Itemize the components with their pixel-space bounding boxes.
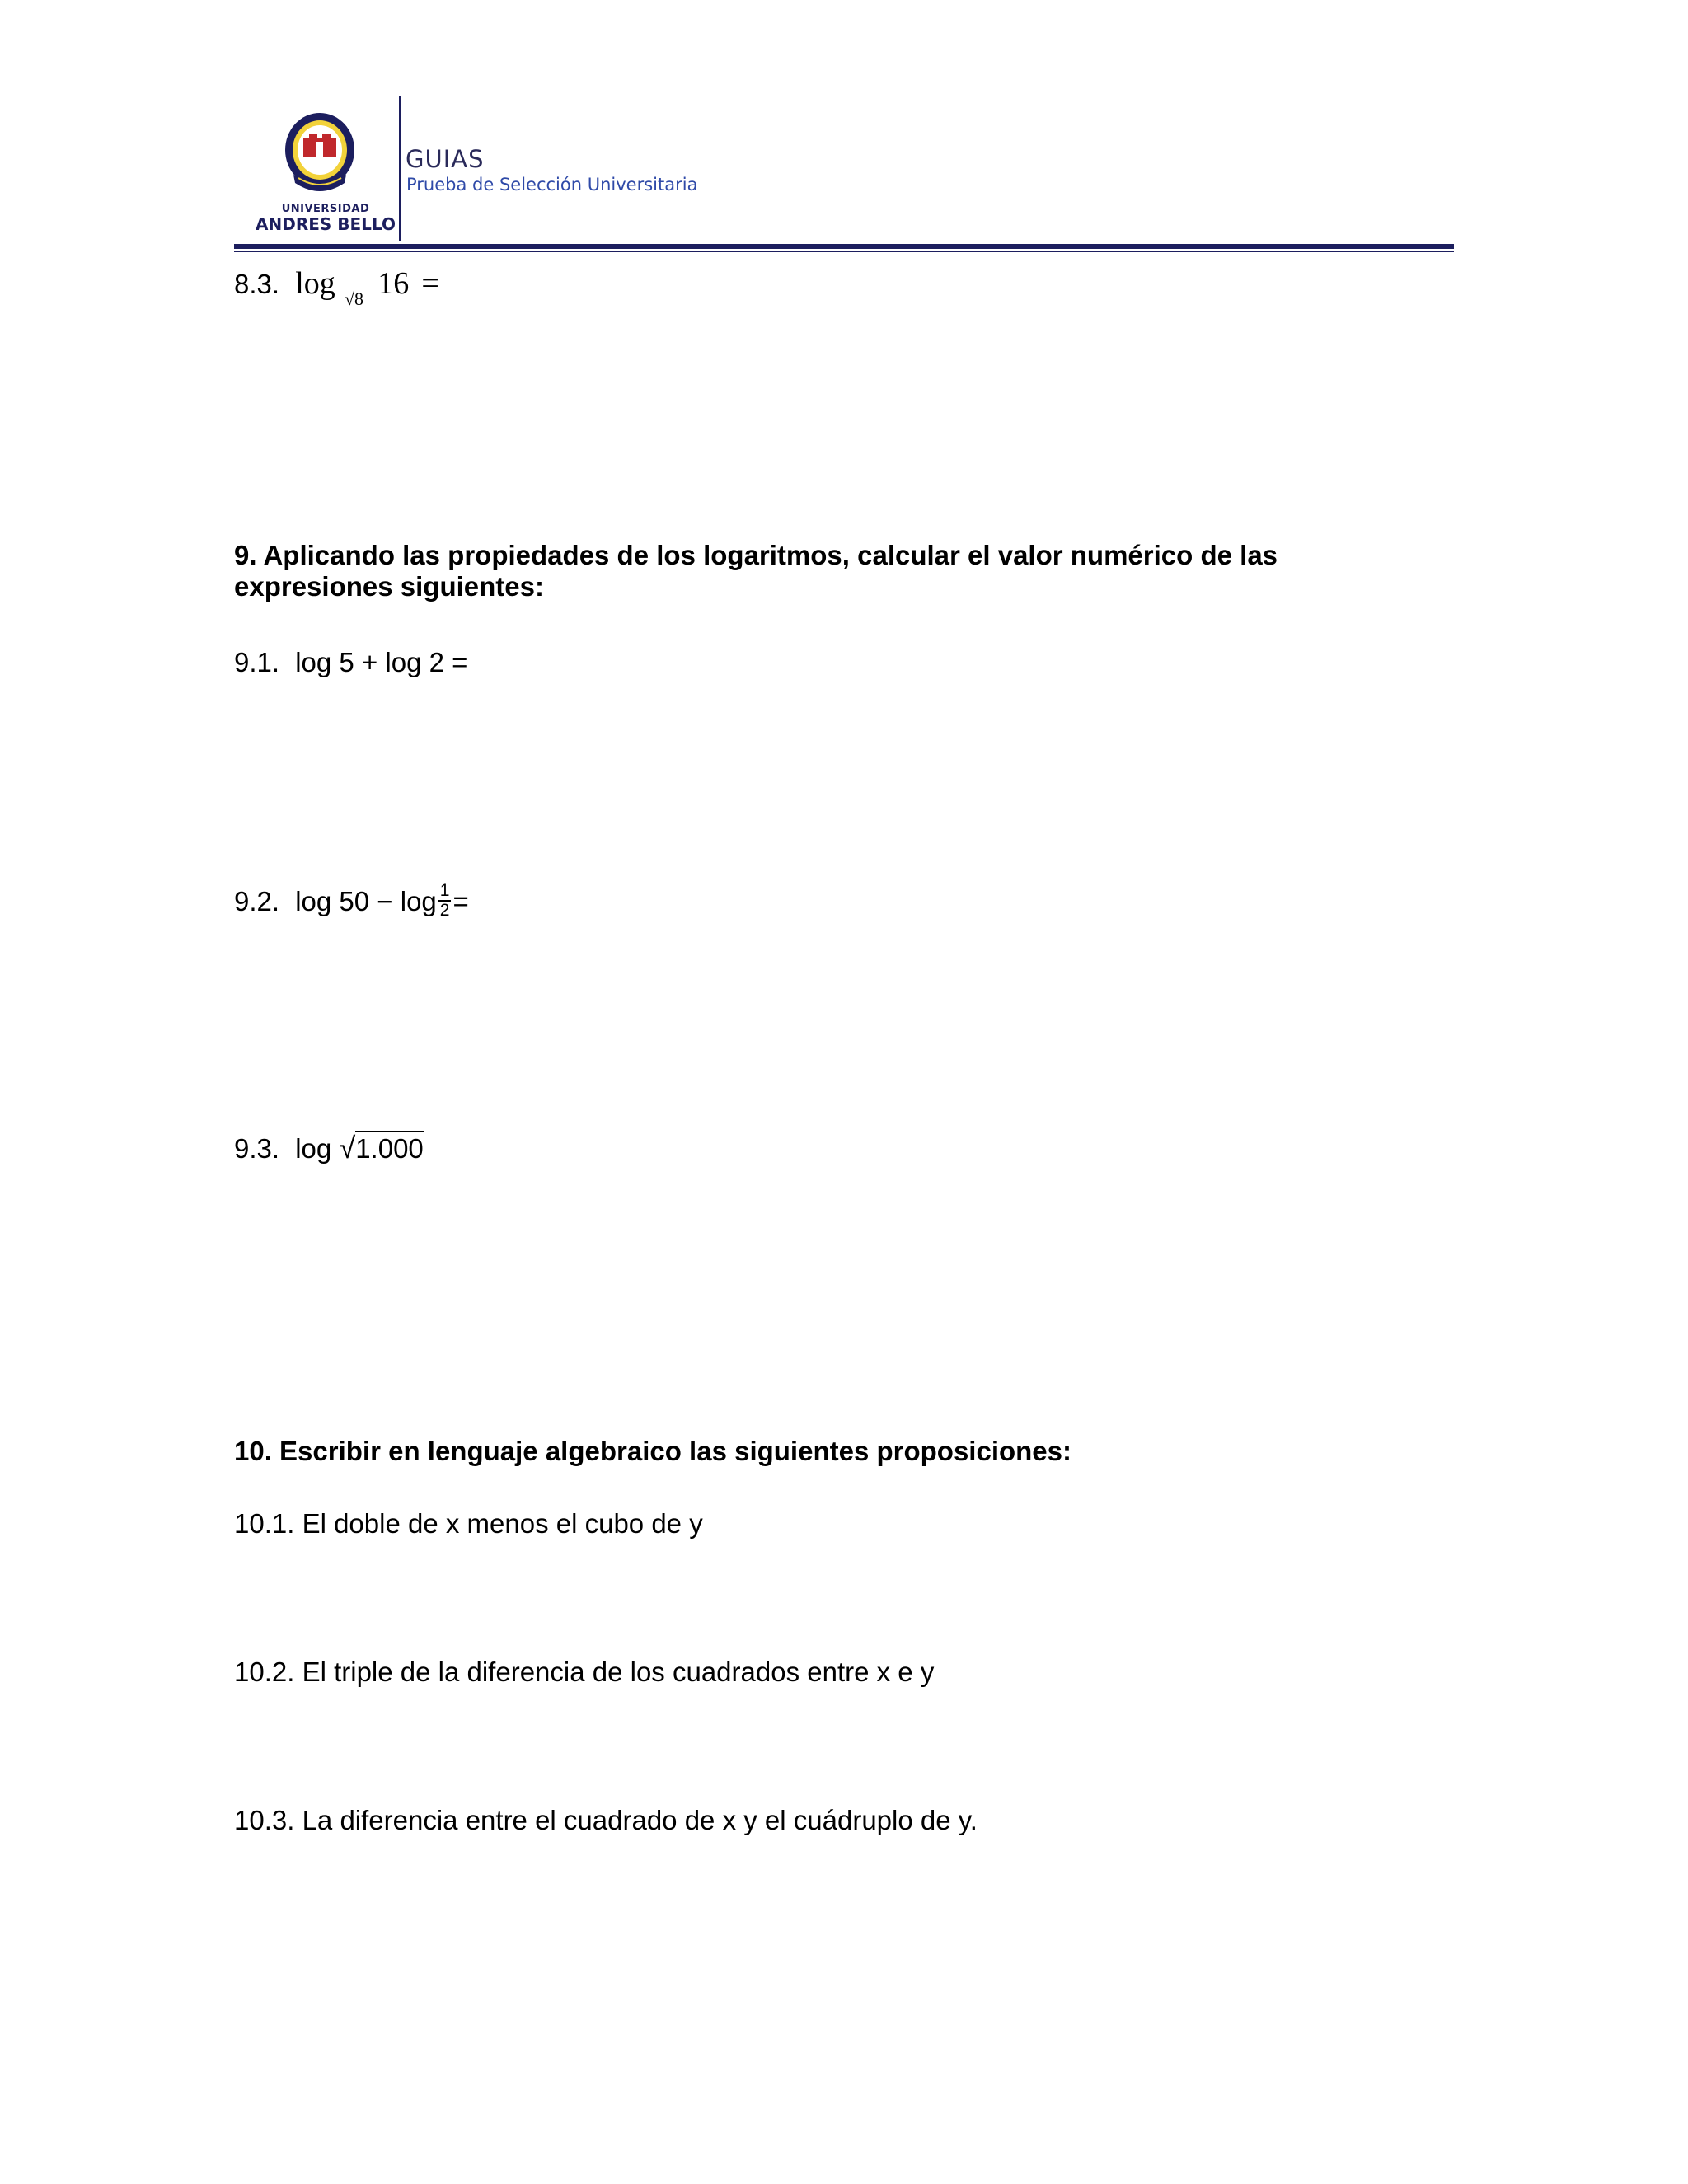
exercise-label: 9.3. [234,1133,280,1164]
exercise-9-1 [234,647,467,678]
log-word: log [295,266,335,301]
log-argument: 16 [377,266,410,301]
log-word: log [295,1133,332,1164]
exercise-label: 9.2. [234,886,280,917]
header-rule-thin [234,251,1454,252]
header-subtitle: Prueba de Selección Universitaria [406,175,698,194]
square-root: √1.000 [339,1131,424,1165]
header-rule [234,244,1454,249]
exercise-10-1: 10.1. El doble de x menos el cubo de y [234,1508,703,1539]
fraction [438,882,452,919]
header-divider [399,96,401,241]
equals-sign: = [452,886,469,917]
radicand: 1.000 [355,1131,424,1164]
exercise-10-3: 10.3. La diferencia entre el cuadrado de x y el cuádruplo de y. [234,1805,978,1835]
section-10-heading: 10. Escribir en lenguaje algebraico las siguientes proposiciones: [234,1436,1072,1466]
expression: log 5 + log 2 = [295,647,468,677]
expression-part: log 50 − log [295,886,437,917]
exercise-9-3 [234,1131,424,1165]
fraction-numerator: 1 [439,881,450,900]
exercise-10-2: 10.2. El triple de la diferencia de los cuadrados entre x e y [234,1657,935,1687]
fraction-denominator: 2 [439,901,450,920]
exercise-label: 9.1. [234,647,280,677]
log-base: √8 [344,288,364,309]
exercise-8-3 [234,265,439,309]
exercise-label: 8.3. [234,269,280,299]
exercise-9-2 [234,881,469,922]
university-small-label: UNIVERSIDAD [281,203,370,215]
section-9-heading-line1: 9. Aplicando las propiedades de los logaritmos, calcular el valor numérico de las [234,540,1278,570]
section-9-heading-line2: expresiones siguientes: [234,571,544,602]
header-title: GUIAS [406,145,485,173]
equals-sign: = [421,266,439,301]
university-name: ANDRES BELLO [256,214,396,234]
